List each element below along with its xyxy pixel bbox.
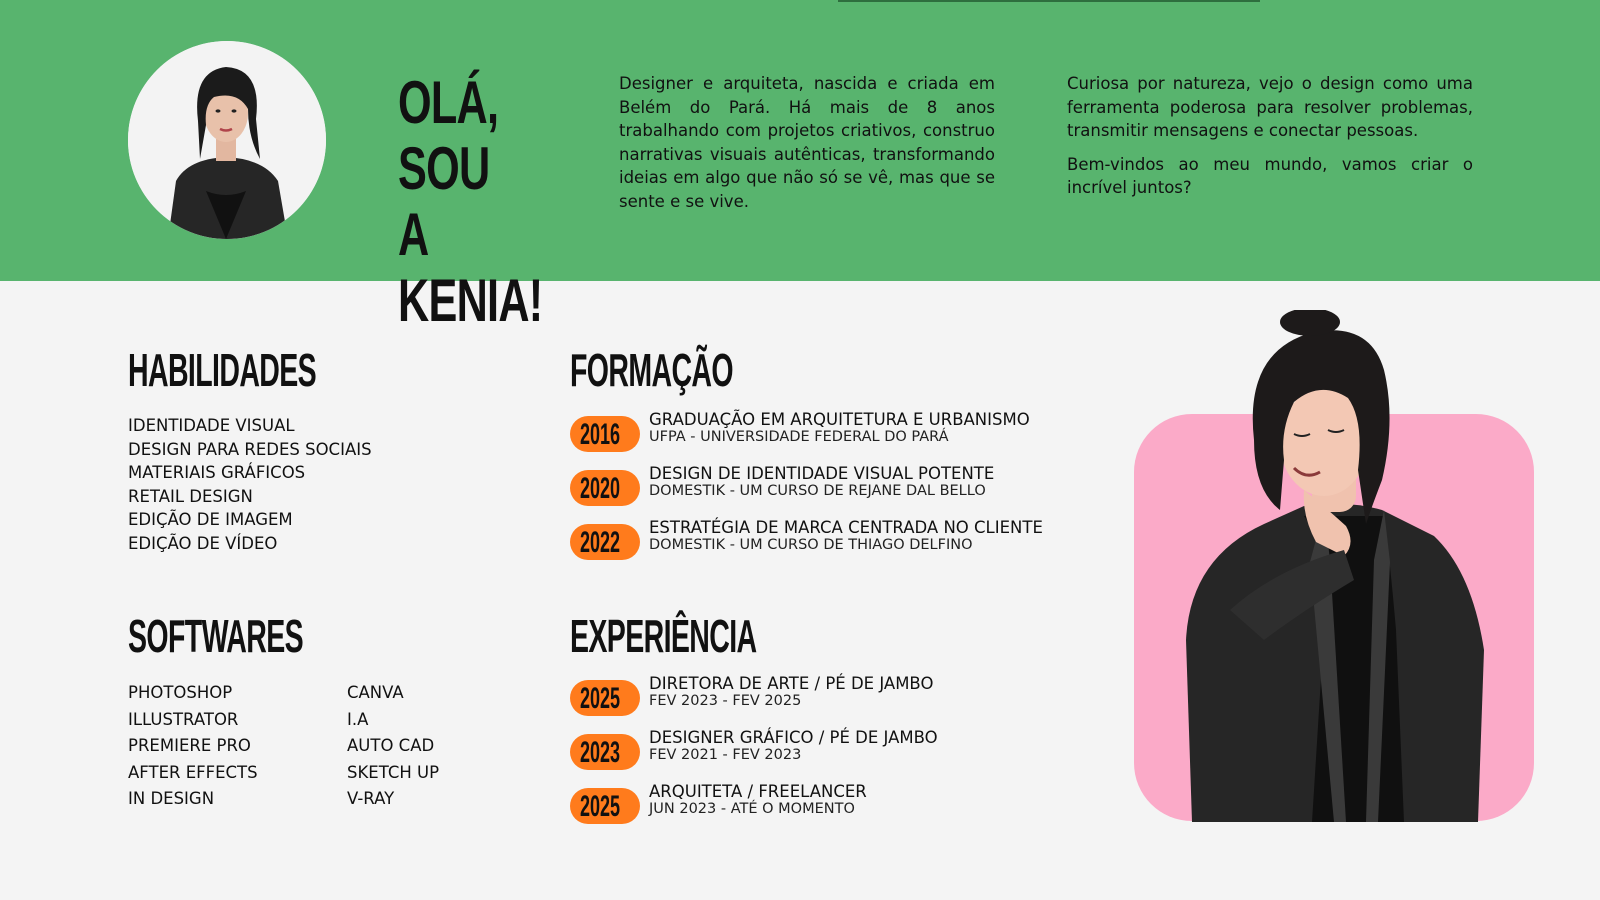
- entry-title: GRADUAÇÃO EM ARQUITETURA E URBANISMO: [649, 410, 1030, 429]
- year-label: 2022: [579, 526, 621, 559]
- greeting-line-2: A KENIA!: [398, 201, 543, 334]
- skill-item: IDENTIDADE VISUAL: [128, 416, 295, 435]
- intro-right: [1067, 72, 1473, 200]
- avatar: [128, 41, 326, 239]
- software-item: ILLUSTRATOR: [128, 709, 239, 729]
- entry-subtitle: UFPA - UNIVERSIDADE FEDERAL DO PARÁ: [649, 429, 949, 445]
- entry-title: ESTRATÉGIA DE MARCA CENTRADA NO CLIENTE: [649, 518, 1043, 537]
- year-label: 2016: [579, 418, 621, 451]
- skill-item: RETAIL DESIGN: [128, 486, 253, 506]
- skills-list: [128, 414, 372, 555]
- software-title: SOFTWARES: [128, 610, 304, 662]
- entry-title: DIRETORA DE ARTE / PÉ DE JAMBO: [649, 674, 934, 693]
- entry-title: DESIGNER GRÁFICO / PÉ DE JAMBO: [649, 728, 938, 747]
- software-item: CANVA: [347, 683, 404, 702]
- skill-item: MATERIAIS GRÁFICOS: [128, 463, 306, 482]
- year-badge: [570, 788, 640, 824]
- software-item: AFTER EFFECTS: [128, 762, 258, 782]
- software-item: PHOTOSHOP: [128, 683, 233, 702]
- year-label: 2025: [579, 790, 621, 823]
- intro-paragraph: Bem-vindos ao meu mundo, vamos criar o incrível juntos?: [1067, 154, 1473, 197]
- entry-title: ARQUITETA / FREELANCER: [649, 782, 867, 801]
- entry-subtitle: FEV 2023 - FEV 2025: [649, 693, 802, 709]
- intro-left: [619, 72, 995, 213]
- intro-paragraph: Curiosa por natureza, vejo o design como uma ferramenta poderosa para resolver problemas, transmitir mensagens e conectar pessoas.: [1067, 74, 1473, 140]
- intro-paragraph: Designer e arquiteta, nascida e criada em Belém do Pará. Há mais de 8 anos trabalhando com projetos criativos, construo narrativas visuais autênticas, transformando ideias em algo que não só se vê, mas que se sente e se vive.: [619, 74, 995, 211]
- entry-subtitle: DOMESTIK - UM CURSO DE REJANE DAL BELLO: [649, 483, 986, 499]
- software-list-col2: [347, 680, 439, 813]
- entry-subtitle: DOMESTIK - UM CURSO DE THIAGO DELFINO: [649, 537, 973, 553]
- avatar-photo: [128, 41, 326, 239]
- experience-title: EXPERIÊNCIA: [570, 610, 757, 662]
- year-badge: [570, 524, 640, 560]
- year-label: 2020: [579, 472, 621, 505]
- software-list-col1: [128, 680, 258, 813]
- year-badge: [570, 416, 640, 452]
- software-item: AUTO CAD: [347, 736, 435, 755]
- skill-item: DESIGN PARA REDES SOCIAIS: [128, 439, 372, 459]
- entry-title: DESIGN DE IDENTIDADE VISUAL POTENTE: [649, 464, 995, 483]
- software-item: I.A: [347, 709, 369, 729]
- portrait-photo: [1134, 310, 1554, 822]
- software-item: PREMIERE PRO: [128, 736, 251, 755]
- year-badge: [570, 470, 640, 506]
- year-label: 2023: [579, 736, 621, 769]
- top-divider-line: [838, 0, 1260, 2]
- skills-title: HABILIDADES: [128, 344, 317, 396]
- year-badge: [570, 734, 640, 770]
- year-badge: [570, 680, 640, 716]
- software-item: V-RAY: [347, 789, 395, 808]
- entry-subtitle: JUN 2023 - ATÉ O MOMENTO: [649, 801, 855, 817]
- entry-subtitle: FEV 2021 - FEV 2023: [649, 747, 802, 763]
- year-label: 2025: [579, 682, 621, 715]
- greeting-line-1: OLÁ, SOU: [398, 69, 499, 202]
- software-item: SKETCH UP: [347, 762, 440, 782]
- page-title: [398, 69, 543, 334]
- education-title: FORMAÇÃO: [570, 344, 733, 396]
- skill-item: EDIÇÃO DE VÍDEO: [128, 533, 278, 553]
- skill-item: EDIÇÃO DE IMAGEM: [128, 510, 293, 529]
- software-item: IN DESIGN: [128, 789, 215, 808]
